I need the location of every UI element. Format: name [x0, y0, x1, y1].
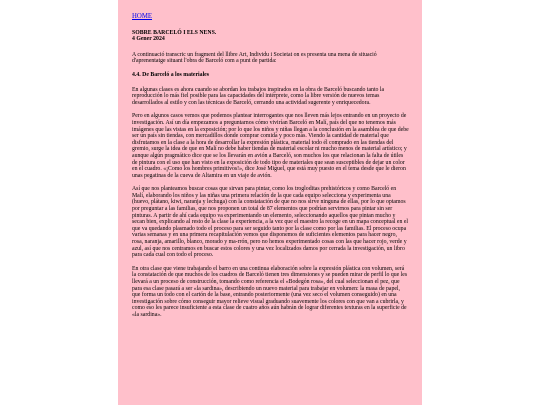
body-paragraph: Así que nos planteamos buscar cosas que sirvan para pintar, como los trogloditas prehistóricos y como Barceló en Malí, elaborando los niños y las niñas una primera relación de la que cada equipo selecciona y experimenta una (huevo, plátano, kiwi, naranja y lechuga) con la constatación de que no nos sirve ninguna de ellas, por lo que optamos por preguntar a las familias, que nos proponen un total de 87 elementos que podrían servirnos para pintar sin ser pinturas. A partir de ahí cada equipo va experimentando un elemento, seleccionando aquellos que pintan mucho y secan bien, explicando al resto de la clase la experiencia, a la vez que el maestro la recoge en un mapa conceptual en el que va quedando plasmado todo el proceso para ser seguido tanto por la clase como por las familias. El proceso ocupa varias semanas y en una primera recapitulación vemos que disponemos de suficientes elementos para hacer negro, rosa, naranja, amarillo, blanco, morado y ma-rrón, pero no hemos experimentado cosas con las que hacer rojo, verde y azul, así que nos centramos en buscar estos colores y una vez localizados damos por cerrada la investigación, un libro para cada cual con todo el proceso.	[132, 186, 409, 259]
section-title: 4.4. De Barceló a los materiales	[132, 71, 210, 78]
body-paragraph: Pero en algunos casos vemos que podemos plantear interrogantes que nos lleven más lejos entrando en un proyecto de investigación. Así un día empezamos a preguntarnos cómo vivirían Barceló en Malí, país del que no tenemos más imágenes que las vistas en la exposición; por lo que los niños y niñas llegan a la conclusión en la asamblea de que debe ser un país sin tiendas, con mercadillos donde comprar comida y poco más. Viendo la cantidad de material que disfrutamos en la clase a la hora de desarrollar la expresión plástica, material todo él comprado en las tiendas del gremio, surge la idea de que en Malí no debe haber tiendas de material escolar ni mucho menos de material artístico; y aunque algún pragmático dice que se los llevarán en avión a Barceló, son muchos los que relacionan la falta de útiles de pintura con el uso que han visto en la exposición de todo tipo de materiales que sean susceptibles de dejar un color en el cuadro. «¡Como los hombres primitivos!», dice José Miguel, que está muy puesto en el tema desde que le dieron unas pegatinas de la cueva de Altamira en un viaje de avión.	[132, 113, 409, 179]
body-paragraph: En otra clase que viene trabajando el barro en una continua elaboración sobre la expresión plástica con volumen, será la constatación de que muchos de los cuadros de Barceló tienen tres dimensiones y se pueden mirar de perfil lo que les llevará a un proceso de construcción, tomando como referencia el «Bodegón rosa», del cual seleccionan el pez, que para esa clase pasará a ser «la sardina», describiendo un nuevo material para trabajar en volumen: la masa de papel, que forma un todo con el cartón de la base, entrando posteriormente (una vez seco el volumen conseguido) en una investigación sobre cómo conseguir mayor relieve visual graduando suavemente los colores con que van a cubrirla, y como eso les parece insuficiente a esta clase de cuatro años aún habrán de lograr diferentes texturas en la superficie de «la sardina».	[132, 265, 408, 318]
home-link[interactable]: HOME	[132, 13, 153, 20]
post-intro: A continuació transcric un fragment del llibre Art, Individu i Societat on es presenta una mena de situació d'aprenentatge situant l'obra de Barceló com a punt de partida:	[132, 51, 377, 65]
post-container	[118, 0, 422, 319]
post-date: 4 Gener 2024	[132, 36, 165, 43]
body-paragraph: En algunas clases es ahora cuando se abordan los trabajos inspirados en la obra de Barceló buscando tanto la reproducción lo más fiel posible para las capacidades del intérprete, como la libre versión de nuevos temas desarrollados al estilo y con las técnicas de Barceló, cerrando una actividad sugerente y enriquecedora.	[132, 86, 385, 106]
page-panel	[118, 0, 422, 405]
post-title: SOBRE BARCELÓ I ELS NENS.	[132, 29, 217, 36]
